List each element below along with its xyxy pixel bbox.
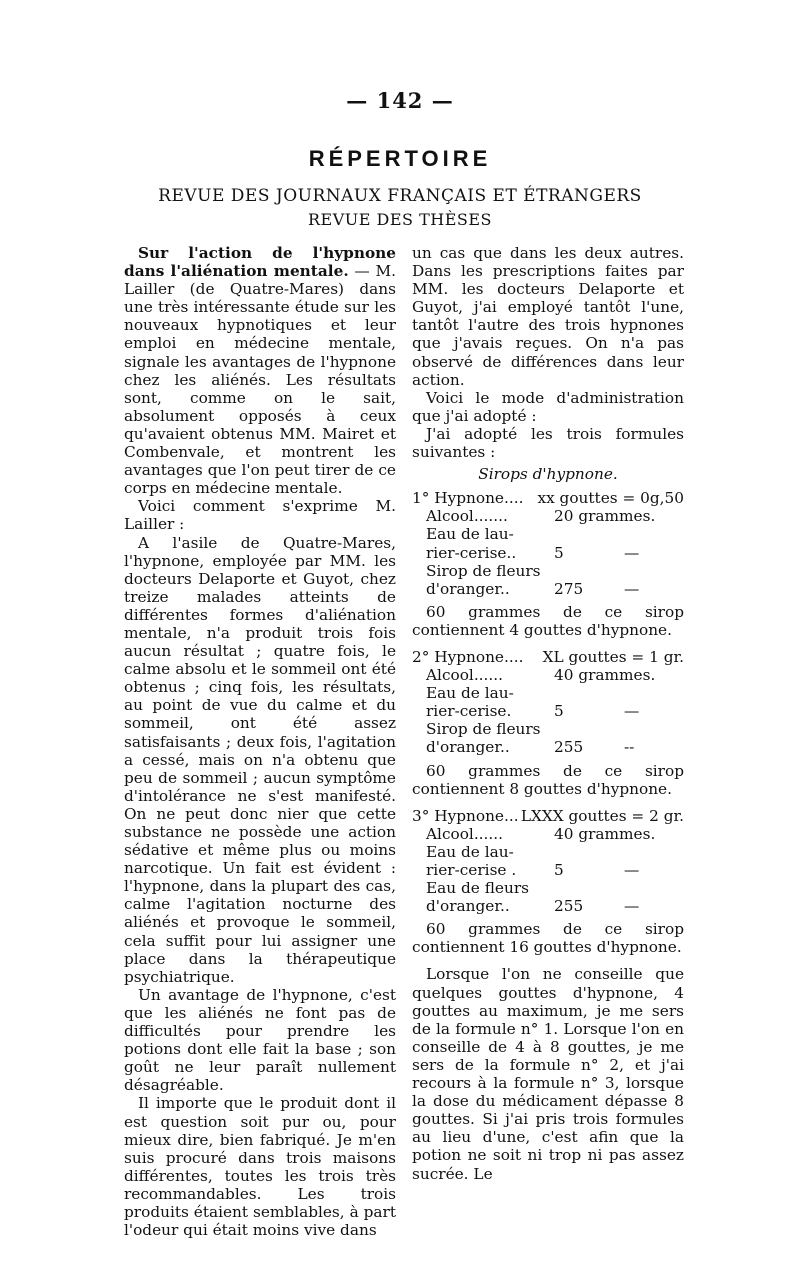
article-text: — M. Lailler (de Quatre-Mares) dans une très intéressante étude sur les nouveaux hypnotiques et leur emploi en médecine mentale, signale les avantages de l'hypnone chez les aliénés. Les résultats sont, comme on le sait, absolument opposés à ceux qu'avaient obtenus MM. Mairet et Combenvale, et montrent les avantages que l'on peut tirer de ce corps en médecine mentale. — [124, 262, 396, 498]
formula-ingredient-row — [412, 843, 684, 861]
ingredient-name: Alcool....... — [426, 507, 508, 526]
ingredient-qty: 40 grammes. — [554, 666, 656, 685]
ingredient-name: Sirop de fleurs — [426, 561, 541, 580]
ingredient-name: d'oranger.. — [426, 579, 510, 598]
ingredient-qty — [554, 525, 624, 543]
ingredient-qty — [554, 720, 624, 738]
ingredient-qty — [554, 562, 624, 580]
formula-ingredient-row — [412, 861, 684, 879]
ingredient-name: Eau de lau- — [426, 684, 514, 703]
formula-list — [412, 489, 684, 956]
ingredient-qty: 275 — [554, 579, 584, 598]
formula-ingredient-row — [412, 562, 684, 580]
ingredient-name: Alcool...... — [426, 824, 503, 843]
article-title: Sur l'action de l'hypnone dans l'aliénation mentale. — [124, 244, 396, 281]
formula-ingredient-row — [412, 666, 684, 684]
formula-ingredient-row — [412, 879, 684, 897]
ingredient-qty: 5 — [554, 861, 564, 879]
right-column — [412, 244, 684, 1183]
ingredient-qty: 5 — [554, 702, 564, 721]
ingredient-name: rier-cerise.. — [426, 543, 517, 562]
ingredient-qty: 40 grammes. — [554, 824, 656, 843]
formula-head — [412, 648, 684, 666]
formula-head-dose: LXXX gouttes = 2 gr. — [520, 806, 684, 825]
closing-paragraph: Lorsque l'on ne conseille que quelques gouttes d'hypnone, 4 gouttes au maximum, je me sers de la formule n° 1. Lorsque l'on en conseille de 4 à 8 gouttes, je me sers de la formule n° 2, et j'ai recours à la formule n° 3, lorsque la dose du médicament dépasse 8 gouttes. Si j'ai pris trois formules au lieu d'une, c'est afin que la potion ne soit ni trop ni pas assez sucrée. Le — [412, 965, 684, 1183]
ingredient-dash: — — [624, 861, 640, 879]
syrup-heading: Sirops d'hypnone. — [478, 465, 618, 484]
ingredient-dash: — — [624, 579, 640, 598]
formula-ingredient-row — [412, 897, 684, 915]
ingredient-qty: 255 — [554, 897, 584, 916]
formula-block — [412, 648, 684, 798]
formula-ingredient-row — [412, 525, 684, 543]
paragraph: A l'asile de Quatre-Mares, l'hypnone, employée par MM. les docteurs Delaporte et Guyot, chez treize malades atteints de différentes formes d'aliénation mentale, n'a produit trois fois aucun résultat ; quatre fois, le calme absolu et le sommeil ont été obtenus ; cinq fois, les résultats, au point de vue du calme et du sommeil, ont été assez satisfaisants ; deux fois, l'agitation a cessé, mais on n'a obtenu que peu de sommeil ; aucun symptôme d'intolérance ne s'est manifesté. On ne peut donc nier que cette substance ne possède une action sédative et même plus ou moins narcotique. Un fait est évident : l'hypnone, dans la plupart des cas, calme l'agitation nocturne des aliénés et provoque le sommeil, cela suffit pour lui assigner une place dans la thérapeutique psychiatrique. — [124, 533, 396, 986]
formula-head-name: 1° Hypnone.... — [412, 489, 524, 508]
page-number: — 142 — — [346, 88, 454, 113]
left-column — [124, 244, 396, 1239]
paragraph: un cas que dans les deux autres. Dans les prescriptions faites par MM. les docteurs Delaporte et Guyot, j'ai employé tantôt l'une, tantôt l'autre des trois hypnones que j'avais reçues. On n'a pas observé de différences dans leur action. — [412, 244, 684, 389]
formula-ingredient-row — [412, 684, 684, 702]
ingredient-dash: — — [624, 543, 640, 562]
formula-ingredient-row — [412, 720, 684, 738]
formula-head-name: 3° Hypnone... — [412, 806, 519, 825]
ingredient-qty: 20 grammes. — [554, 507, 656, 526]
ingredient-name: rier-cerise . — [426, 861, 517, 879]
paragraph: Un avantage de l'hypnone, c'est que les aliénés ne font pas de difficultés pour prendre les potions dont elle fait la base ; son goût ne leur paraît nullement désagréable. — [124, 985, 396, 1095]
ingredient-name: Eau de lau- — [426, 525, 514, 544]
paragraph: Voici le mode d'administration que j'ai adopté : — [412, 388, 684, 425]
ingredient-name: d'oranger.. — [426, 897, 510, 916]
formula-ingredient-row — [412, 738, 684, 756]
ingredient-dash: — — [624, 897, 640, 916]
formula-ingredient-row — [412, 544, 684, 562]
formula-block — [412, 807, 684, 957]
ingredient-name: d'oranger.. — [426, 738, 510, 757]
ingredient-qty — [554, 843, 624, 861]
ingredient-name: Sirop de fleurs — [426, 720, 541, 739]
formula-ingredient-row — [412, 825, 684, 843]
formula-head — [412, 807, 684, 825]
ingredient-name: Eau de lau- — [426, 842, 514, 861]
formula-ingredient-row — [412, 580, 684, 598]
ingredient-name: Alcool...... — [426, 666, 503, 685]
formula-head — [412, 489, 684, 507]
formula-head-dose: xx gouttes = 0g,50 — [537, 489, 684, 508]
article-paragraph — [124, 244, 396, 497]
ingredient-qty — [554, 879, 624, 897]
section-title: RÉPERTOIRE — [308, 146, 492, 171]
formula-note: 60 grammes de ce sirop contiennent 8 gouttes d'hypnone. — [412, 761, 684, 798]
paragraph: Il importe que le produit dont il est question soit pur ou, pour mieux dire, bien fabriqué. Je m'en suis procuré dans trois maisons différentes, toutes les trois très recommandables. Les trois produits étaient semblables, à part l'odeur qui était moins vive dans — [124, 1094, 396, 1240]
ingredient-qty: 5 — [554, 543, 564, 562]
ingredient-dash: -- — [624, 738, 635, 757]
subtitle-journals: REVUE DES JOURNAUX FRANÇAIS ET ÉTRANGERS — [158, 186, 642, 206]
paragraph: Voici comment s'exprime M. Lailler : — [124, 497, 396, 534]
paragraph: J'ai adopté les trois formules suivantes : — [412, 424, 684, 462]
formula-note: 60 grammes de ce sirop contiennent 16 gouttes d'hypnone. — [412, 920, 684, 957]
formula-ingredient-row — [412, 702, 684, 720]
ingredient-dash: — — [624, 702, 640, 721]
formula-head-name: 2° Hypnone.... — [412, 647, 524, 666]
ingredient-qty: 255 — [554, 738, 584, 757]
ingredient-name: rier-cerise. — [426, 702, 512, 721]
formula-ingredient-row — [412, 507, 684, 525]
formula-note: 60 grammes de ce sirop contiennent 4 gouttes d'hypnone. — [412, 602, 684, 639]
ingredient-qty — [554, 684, 624, 702]
formula-block — [412, 489, 684, 639]
ingredient-name: Eau de fleurs — [426, 879, 529, 898]
subtitle-theses: REVUE DES THÈSES — [308, 210, 492, 229]
formula-head-dose: XL gouttes = 1 gr. — [542, 647, 684, 666]
